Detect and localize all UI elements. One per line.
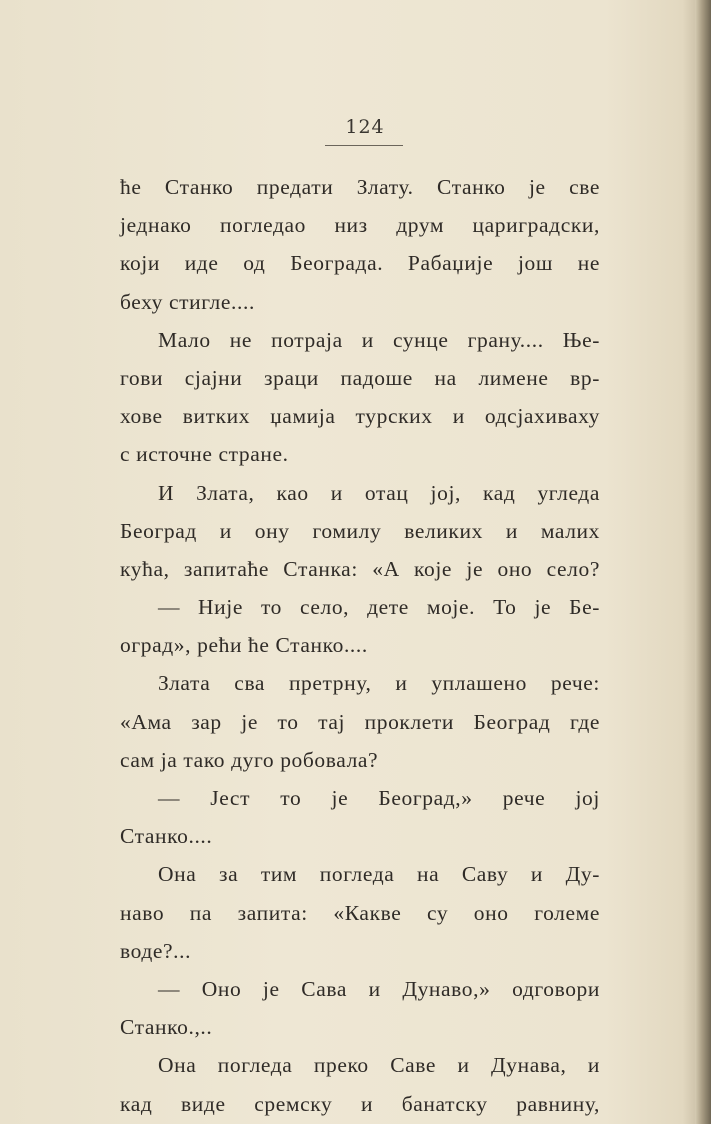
text-line: једнако погледао низ друм цариградски, [120,213,600,238]
text-line: хове витких џамија турских и одсјахиваху [120,404,600,429]
text-line: — Није то село, дете моје. То је Бе- [158,595,600,620]
page-number: 124 [345,116,385,138]
text-line: наво па запита: «Какве су оно големе [120,900,600,925]
text-line: И Злата, као и отац јој, кад угледа [158,480,600,505]
text-line: «Ама зар је то тај проклети Београд где [120,709,600,734]
text-line: сам ја тако дуго робовала? [120,747,379,772]
text-line: оград», рећи ће Станко.... [120,633,368,658]
page-spine-shadow [695,0,711,1124]
text-line: Она погледа преко Саве и Дунава, и [158,1053,600,1078]
text-line: кад виде сремску и банатску равнину, [120,1091,600,1116]
text-line: — Јест то је Београд,» рече јој [158,786,600,810]
body-text [120,168,600,1123]
text-line: кућа, запитаће Станка: «А које је оно село? [120,556,600,581]
text-line: Станко.... [120,824,213,849]
text-line: Она за тим погледа на Саву и Ду- [158,862,600,887]
text-line: Злата сва претрну, и уплашено рече: [158,671,600,696]
text-line: Станко.,.. [120,1015,213,1040]
text-line: — Оно је Сава и Дунаво,» одговори [158,976,600,1001]
text-line: гови сјајни зраци падоше на лимене вр- [120,365,600,390]
text-line: Београд и ону гомилу великих и малих [120,518,600,543]
text-line: Мало не потраја и сунце грану.... Ње- [158,327,600,352]
text-line: ће Станко предати Злату. Станко је све [120,175,600,199]
page-number-rule [325,145,403,146]
text-line: с источне стране. [120,442,289,467]
text-line: беху стигле.... [120,289,255,314]
text-line: воде?... [120,938,192,963]
text-line: који иде од Београда. Рабаџије још не [120,251,600,276]
